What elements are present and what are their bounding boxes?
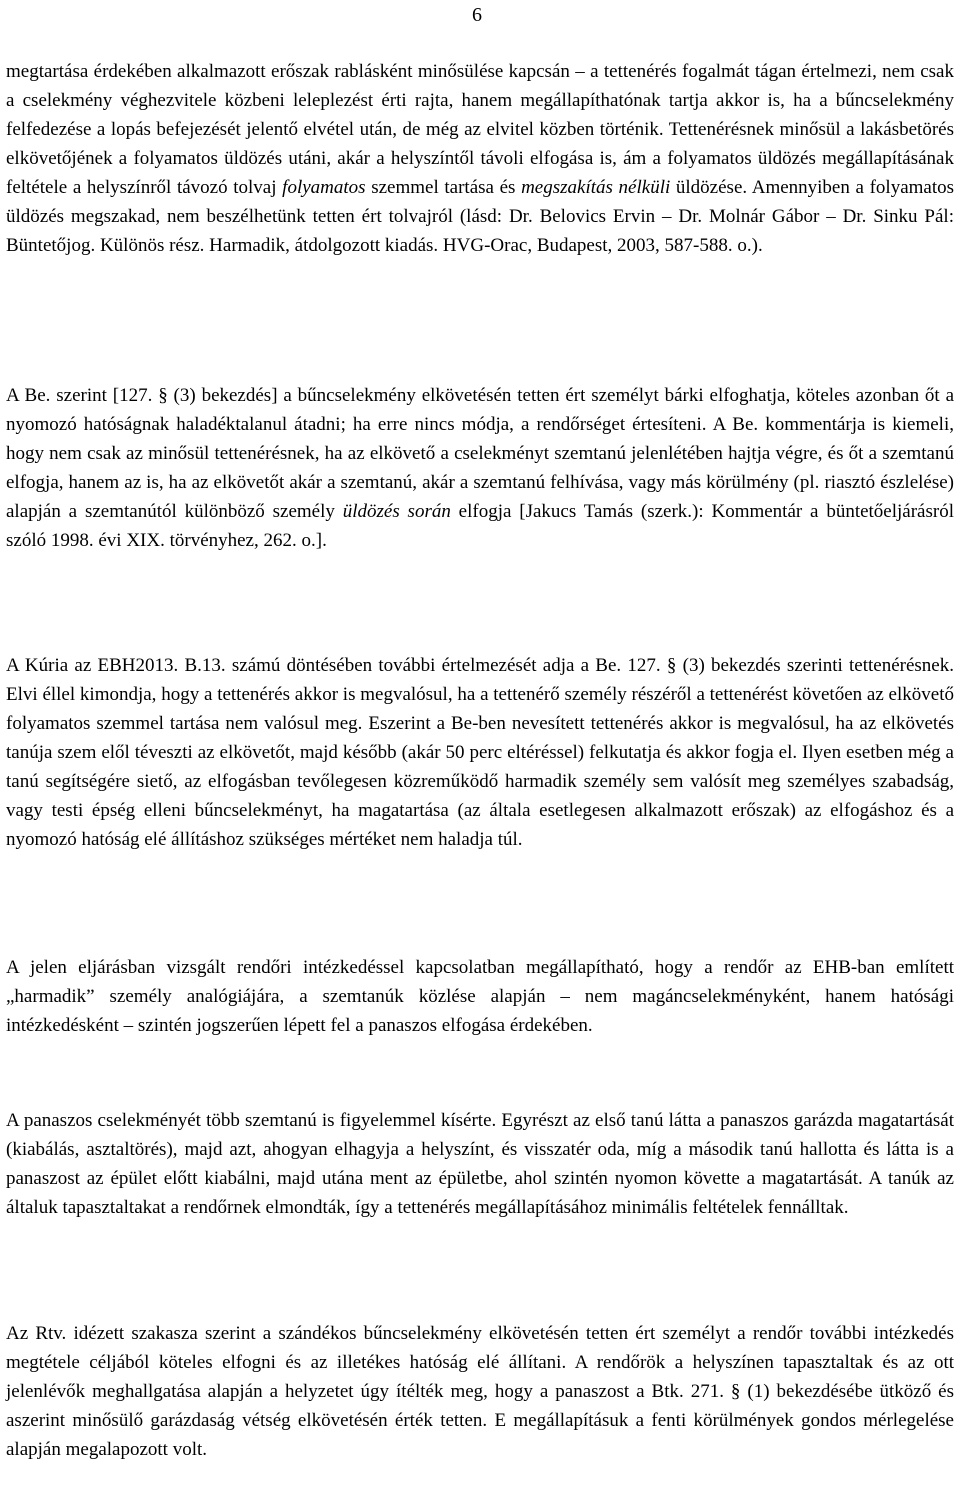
paragraph-2 <box>6 381 954 555</box>
paragraph-6 <box>6 1319 954 1464</box>
paragraph-5 <box>6 1106 954 1222</box>
paragraph-1 <box>6 57 954 260</box>
paragraph-text: Az Rtv. idézett szakasza szerint a szándékos bűncselekmény elkövetésén tetten ért személyt a rendőr további intézkedés megtétele céljából köteles elfogni és az illetékes hatóság elé állítani. A rendőrök a helyszínen tapasztaltak és az ott jelenlévők meghallgatása alapján a helyzetet úgy ítélték meg, hogy a panaszost a Btk. 271. § (1) bekezdésébe ütköző és aszerint minősülő garázdaság vétség elkövetésén érték tetten. E megállapításuk a fenti körülmények gondos mérlegelése alapján megalapozott volt. <box>6 1323 954 1460</box>
paragraph-text: megtartása érdekében alkalmazott erőszak rablásként minősülése kapcsán – a tettenérés fogalmát tágan értelmezi, nem csak a cselekmény véghezvitele közbeni leleplezést érti rajta, hanem megállapíthatónak tartja akkor is, ha a bűncselekmény felfedezése a lopás befejezését jelentő elvétel után, de még az elvitel közben történik. Tettenérésnek minősül a lakásbetörés elkövetőjének a folyamatos üldözés utáni, akár a helyszíntől távoli elfogása is, ám a folyamatos üldözés megállapításának feltétele a helyszínről távozó tolvaj <box>6 61 954 198</box>
paragraph-text: szemmel tartása és <box>365 177 522 198</box>
paragraph-4 <box>6 953 954 1040</box>
paragraph-3 <box>6 651 954 854</box>
paragraph-text: A jelen eljárásban vizsgált rendőri intézkedéssel kapcsolatban megállapítható, hogy a rendőr az EHB-ban említett „harmadik” személy analógiájára, a szemtanúk közlése alapján – nem magáncselekményként, hanem hatósági intézkedésként – szintén jogszerűen lépett fel a panaszos elfogása érdekében. <box>6 957 954 1036</box>
paragraph-text: elfogja [Jakucs Tamás (szerk.): Kommentár a büntetőeljárásról szóló 1998. évi XIX. törvényhez, 262. o.]. <box>6 501 954 551</box>
paragraph-text: A Be. szerint [127. § (3) bekezdés] a bűncselekmény elkövetésén tetten ért személyt bárki elfoghatja, köteles azonban őt a nyomozó hatóságnak haladéktalanul átadni; ha erre nincs módja, a rendőrséget értesíteni. A Be. kommentárja is kiemeli, hogy nem csak az minősül tettenérésnek, ha az elkövető a cselekményt szemtanú jelenlétében hajtja végre, és őt a szemtanú elfogja, hanem az is, ha az elkövetőt akár a szemtanú, akár a szemtanú felhívása, vagy más körülmény (pl. riasztó észlelése) alapján a szemtanútól különböző személy <box>6 385 954 522</box>
emphasis-text: folyamatos <box>282 177 366 198</box>
emphasis-text: megszakítás nélküli <box>521 177 671 198</box>
paragraph-text: üldözése. Amennyiben a folyamatos üldözés megszakad, nem beszélhetünk tetten ért tolvajról (lásd: Dr. Belovics Ervin – Dr. Molnár Gábor – Dr. Sinku Pál: Büntetőjog. Különös rész. Harmadik, átdolgozott kiadás. HVG-Orac, Budapest, 2003, 587-588. o.). <box>6 177 955 256</box>
emphasis-text: üldözés során <box>342 501 451 522</box>
paragraph-text: A Kúria az EBH2013. B.13. számú döntésében további értelmezését adja a Be. 127. § (3) bekezdés szerinti tettenérésnek. Elvi éllel kimondja, hogy a tettenérés akkor is megvalósul, ha a tettenérő személy részéről a tettenérést követően az elkövető folyamatos szemmel tartása nem valósul meg. Eszerint a Be-ben nevesített tettenérés akkor is megvalósul, ha az elkövetés tanúja szem elől téveszti az elkövetőt, majd később (akár 50 perc eltéréssel) felkutatja és akkor fogja el. Ilyen esetben még a tanú segítségére siető, az elfogásban tevőlegesen közreműködő harmadik személy sem valósít meg személyes szabadság, vagy testi épség elleni bűncselekményt, ha magatartása (az általa esetlegesen alkalmazott erőszak) az elfogáshoz és a nyomozó hatóság elé állításhoz szükséges mértéket nem haladja túl. <box>6 655 954 850</box>
page-number: 6 <box>472 4 482 26</box>
paragraph-text: A panaszos cselekményét több szemtanú is figyelemmel kísérte. Egyrészt az első tanú látta a panaszos garázda magatartását (kiabálás, asztaltörés), majd azt, ahogyan elhagyja a helyszínt, és visszatér oda, míg a második tanú hallotta és látta is a panaszost az épület előtt kiabálni, majd utána ment az épületbe, ahol szintén nyomon követte a magatartását. A tanúk az általuk tapasztaltakat a rendőrnek elmondták, így a tettenérés megállapításához minimális feltételek fennálltak. <box>6 1110 954 1218</box>
